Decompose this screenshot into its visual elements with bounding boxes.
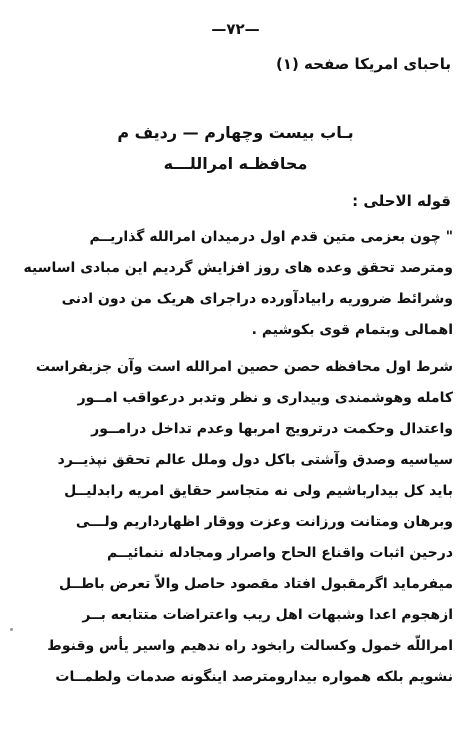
- text-line: ازهجوم اعدا وشبهات اهل ریب واعتراضات متتابعه بــر: [82, 607, 453, 623]
- text-line: " چون بعزمی متین قدم اول درمیدان امرالله گذاریــم: [89, 229, 453, 245]
- text-line: میفرماید اگرمقبول افتاد مقصود حاصل والاّ تعرض باطــل: [59, 576, 453, 592]
- chapter-subtitle: محافظـه امراللـــه: [163, 154, 308, 173]
- text-line: ومترصد تحقق وعده های روز افزایش گردیم این مبادی اساسیه: [23, 260, 453, 276]
- page-reference: باحبای امریکا صفحه (١): [275, 55, 451, 73]
- text-line: کامله وهوشمندی وبیداری و نظر وتدبر درعواقب امــور: [77, 390, 453, 406]
- chapter-title: بـاب بیست وچهارم — ردیف م: [117, 123, 354, 142]
- text-line: وشرائط ضروریه رابیادآورده دراجرای هریک من دون ادنی: [61, 291, 453, 307]
- scan-speck: [10, 628, 13, 631]
- text-line: باید کل بیدارباشیم ولی نه متجاسر حقایق امریه رابدلیــل: [64, 483, 453, 499]
- text-line: نشویم بلکه همواره بیدارومترصد اینگونه صدمات ولطمــات: [55, 669, 453, 685]
- page-number: —٧٢—: [211, 20, 260, 38]
- text-line: واعتدال وحکمت درترویج امربها وعدم تداخل درامــور: [91, 421, 453, 437]
- text-line: درحین اثبات واقناع الحاح واصرار ومجادله ننمائیــم: [106, 545, 453, 561]
- body-text: [17, 222, 453, 693]
- text-line: وبرهان ومتانت ورزانت وعزت ووقار اظهارداریم ولـــی: [75, 514, 453, 530]
- text-line: امراللّه خمول وکسالت رابخود راه ندهیم واسیر یأس وقنوط: [47, 638, 453, 654]
- quote-intro: قوله الاحلی :: [352, 192, 451, 210]
- text-line: اهمالی وبتمام قوی بکوشیم .: [251, 322, 453, 338]
- text-line: سیاسیه وصدق وآشتی باکل دول وملل عالم تحقق نپذیــرد: [57, 452, 453, 468]
- text-line: شرط اول محافظه حصن حصین امرالله است وآن جزبفراست: [35, 359, 453, 375]
